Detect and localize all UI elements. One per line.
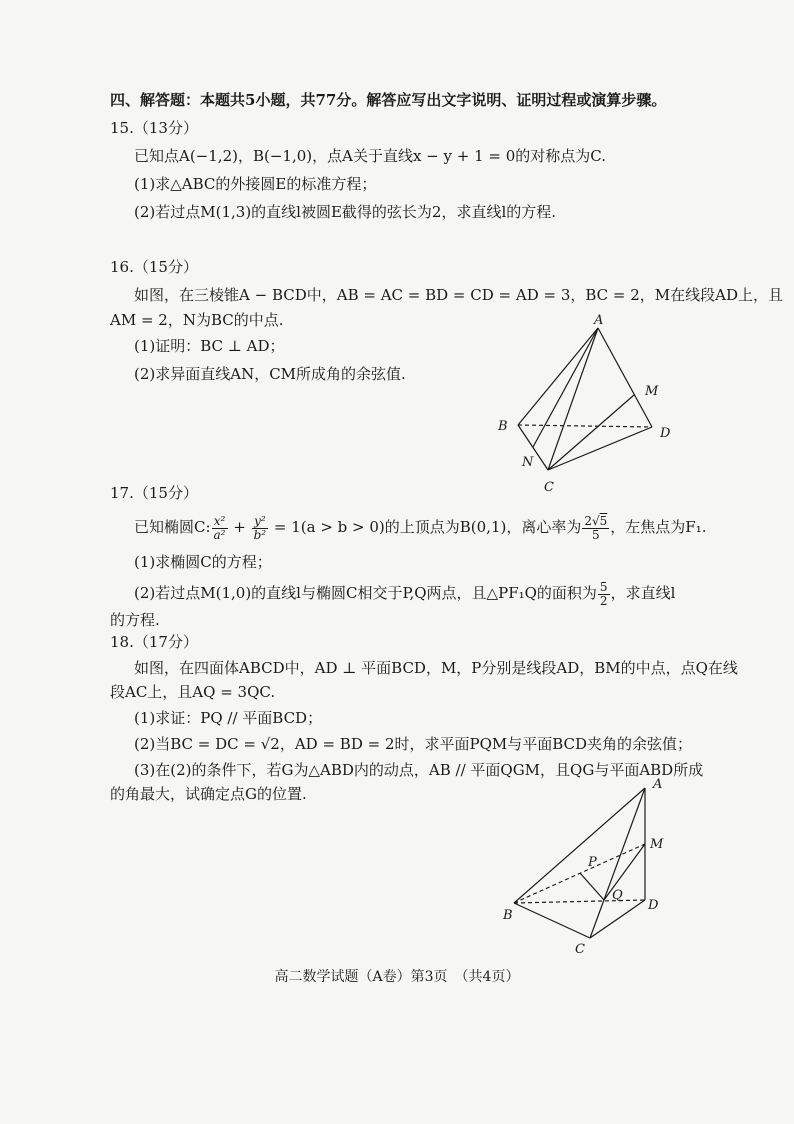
segment-bm-hidden (514, 844, 645, 903)
q15-part2: (2)若过点M(1,3)的直线l被圆E截得的弦长为2，求直线l的方程. (134, 203, 557, 221)
label-d: D (648, 898, 659, 913)
edge-bd-hidden (518, 425, 652, 427)
x2-over-a2: $\frac{\text{x²}}{\text{a²}}$ (213, 513, 226, 542)
edge-ad (598, 328, 652, 427)
q15-stem: 已知点A(−1,2)，B(−1,0)，点A关于直线x − y + 1 = 0的对称点为C. (134, 147, 606, 165)
segment-an (533, 328, 598, 447)
q17-stem-b: = 1(a > b > 0)的上顶点为B(0,1)，离心率为 (269, 518, 582, 536)
q15-part1: (1)求△ABC的外接圆E的标准方程； (134, 175, 377, 193)
label-d: D (660, 426, 671, 441)
edge-bc (514, 903, 590, 938)
edge-ab (518, 328, 598, 425)
edge-cd (548, 427, 652, 470)
q17-stem-a: 已知椭圆C: (134, 518, 211, 536)
label-m: M (645, 384, 659, 399)
edge-ac (590, 788, 645, 938)
q16-part1: (1)证明：BC ⊥ AD； (134, 337, 285, 355)
q18-stem-line1: 如图，在四面体ABCD中，AD ⊥ 平面BCD，M，P分别是线段AD，BM的中点，点Q在线 (134, 659, 738, 677)
section-header: 四、解答题：本题共5小题，共77分。解答应写出文字说明、证明过程或演算步骤。 (110, 91, 667, 109)
label-a: A (594, 313, 604, 328)
q17-part2-cont: 的方程. (110, 611, 160, 629)
q17-part2: (2)若过点M(1,0)的直线l与椭圆C相交于P,Q两点，且△PF₁Q的面积为 $\frac{5}{2}$ ，求直线l (134, 579, 676, 608)
edge-ab (514, 788, 645, 903)
segment-qm (604, 844, 645, 900)
label-b: B (503, 908, 513, 923)
q16-part2: (2)求异面直线AN，CM所成角的余弦值. (134, 365, 406, 383)
y2-over-b2: $\frac{\text{y²}}{\text{b²}}$ (253, 513, 267, 542)
segment-pq (580, 873, 604, 900)
q17-stem: 已知椭圆C: $\frac{\text{x²}}{\text{a²}}$ + $\frac{\text{y²}}{\text{b²}}$ = 1(a > b > 0)的上顶点为B(0,1)，离心率为 $\frac{2√5}{5}$ ，左焦点为F₁. (134, 513, 707, 542)
eccentricity-fraction: $\frac{2√5}{5}$ (584, 513, 608, 542)
q18-part3-line2: 的角最大，试确定点G的位置. (110, 785, 307, 803)
q18-part3-line1: (3)在(2)的条件下，若G为△ABD内的动点，AB // 平面QGM，且QG与平面ABD所成 (134, 761, 704, 779)
label-p: P (588, 855, 597, 870)
q18-part2: (2)当BC = DC = √2，AD = BD = 2时，求平面PQM与平面BCD夹角的余弦值； (134, 735, 693, 753)
label-a: A (653, 777, 663, 792)
label-m: M (650, 837, 664, 852)
q17-stem-c: ，左焦点为F₁. (610, 518, 707, 536)
q18-part1: (1)求证：PQ // 平面BCD； (134, 709, 323, 727)
q16-tetrahedron-figure (490, 308, 690, 498)
page-footer: 高二数学试题（A卷）第3页 （共4页） (274, 969, 520, 985)
q18-number: 18.（17分） (110, 633, 198, 651)
edge-cd (590, 900, 645, 938)
label-q: Q (612, 888, 623, 903)
label-n: N (522, 455, 534, 470)
q17-part1: (1)求椭圆C的方程； (134, 553, 272, 571)
label-b: B (498, 419, 508, 434)
q17-number: 17.（15分） (110, 484, 198, 502)
q18-stem-line2: 段AC上，且AQ = 3QC. (110, 683, 276, 701)
q16-stem-line1: 如图，在三棱锥A − BCD中，AB = AC = BD = CD = AD = 3，BC = 2，M在线段AD上，且 (134, 286, 784, 304)
area-fraction: $\frac{5}{2}$ (599, 579, 608, 608)
q16-number: 16.（15分） (110, 258, 198, 276)
q16-stem-line2: AM = 2，N为BC的中点. (110, 311, 284, 329)
label-c: C (575, 942, 585, 957)
q15-number: 15.（13分） (110, 119, 198, 137)
edge-bd-hidden (514, 900, 645, 903)
label-c: C (544, 480, 554, 495)
q18-tetrahedron-figure (495, 770, 690, 960)
